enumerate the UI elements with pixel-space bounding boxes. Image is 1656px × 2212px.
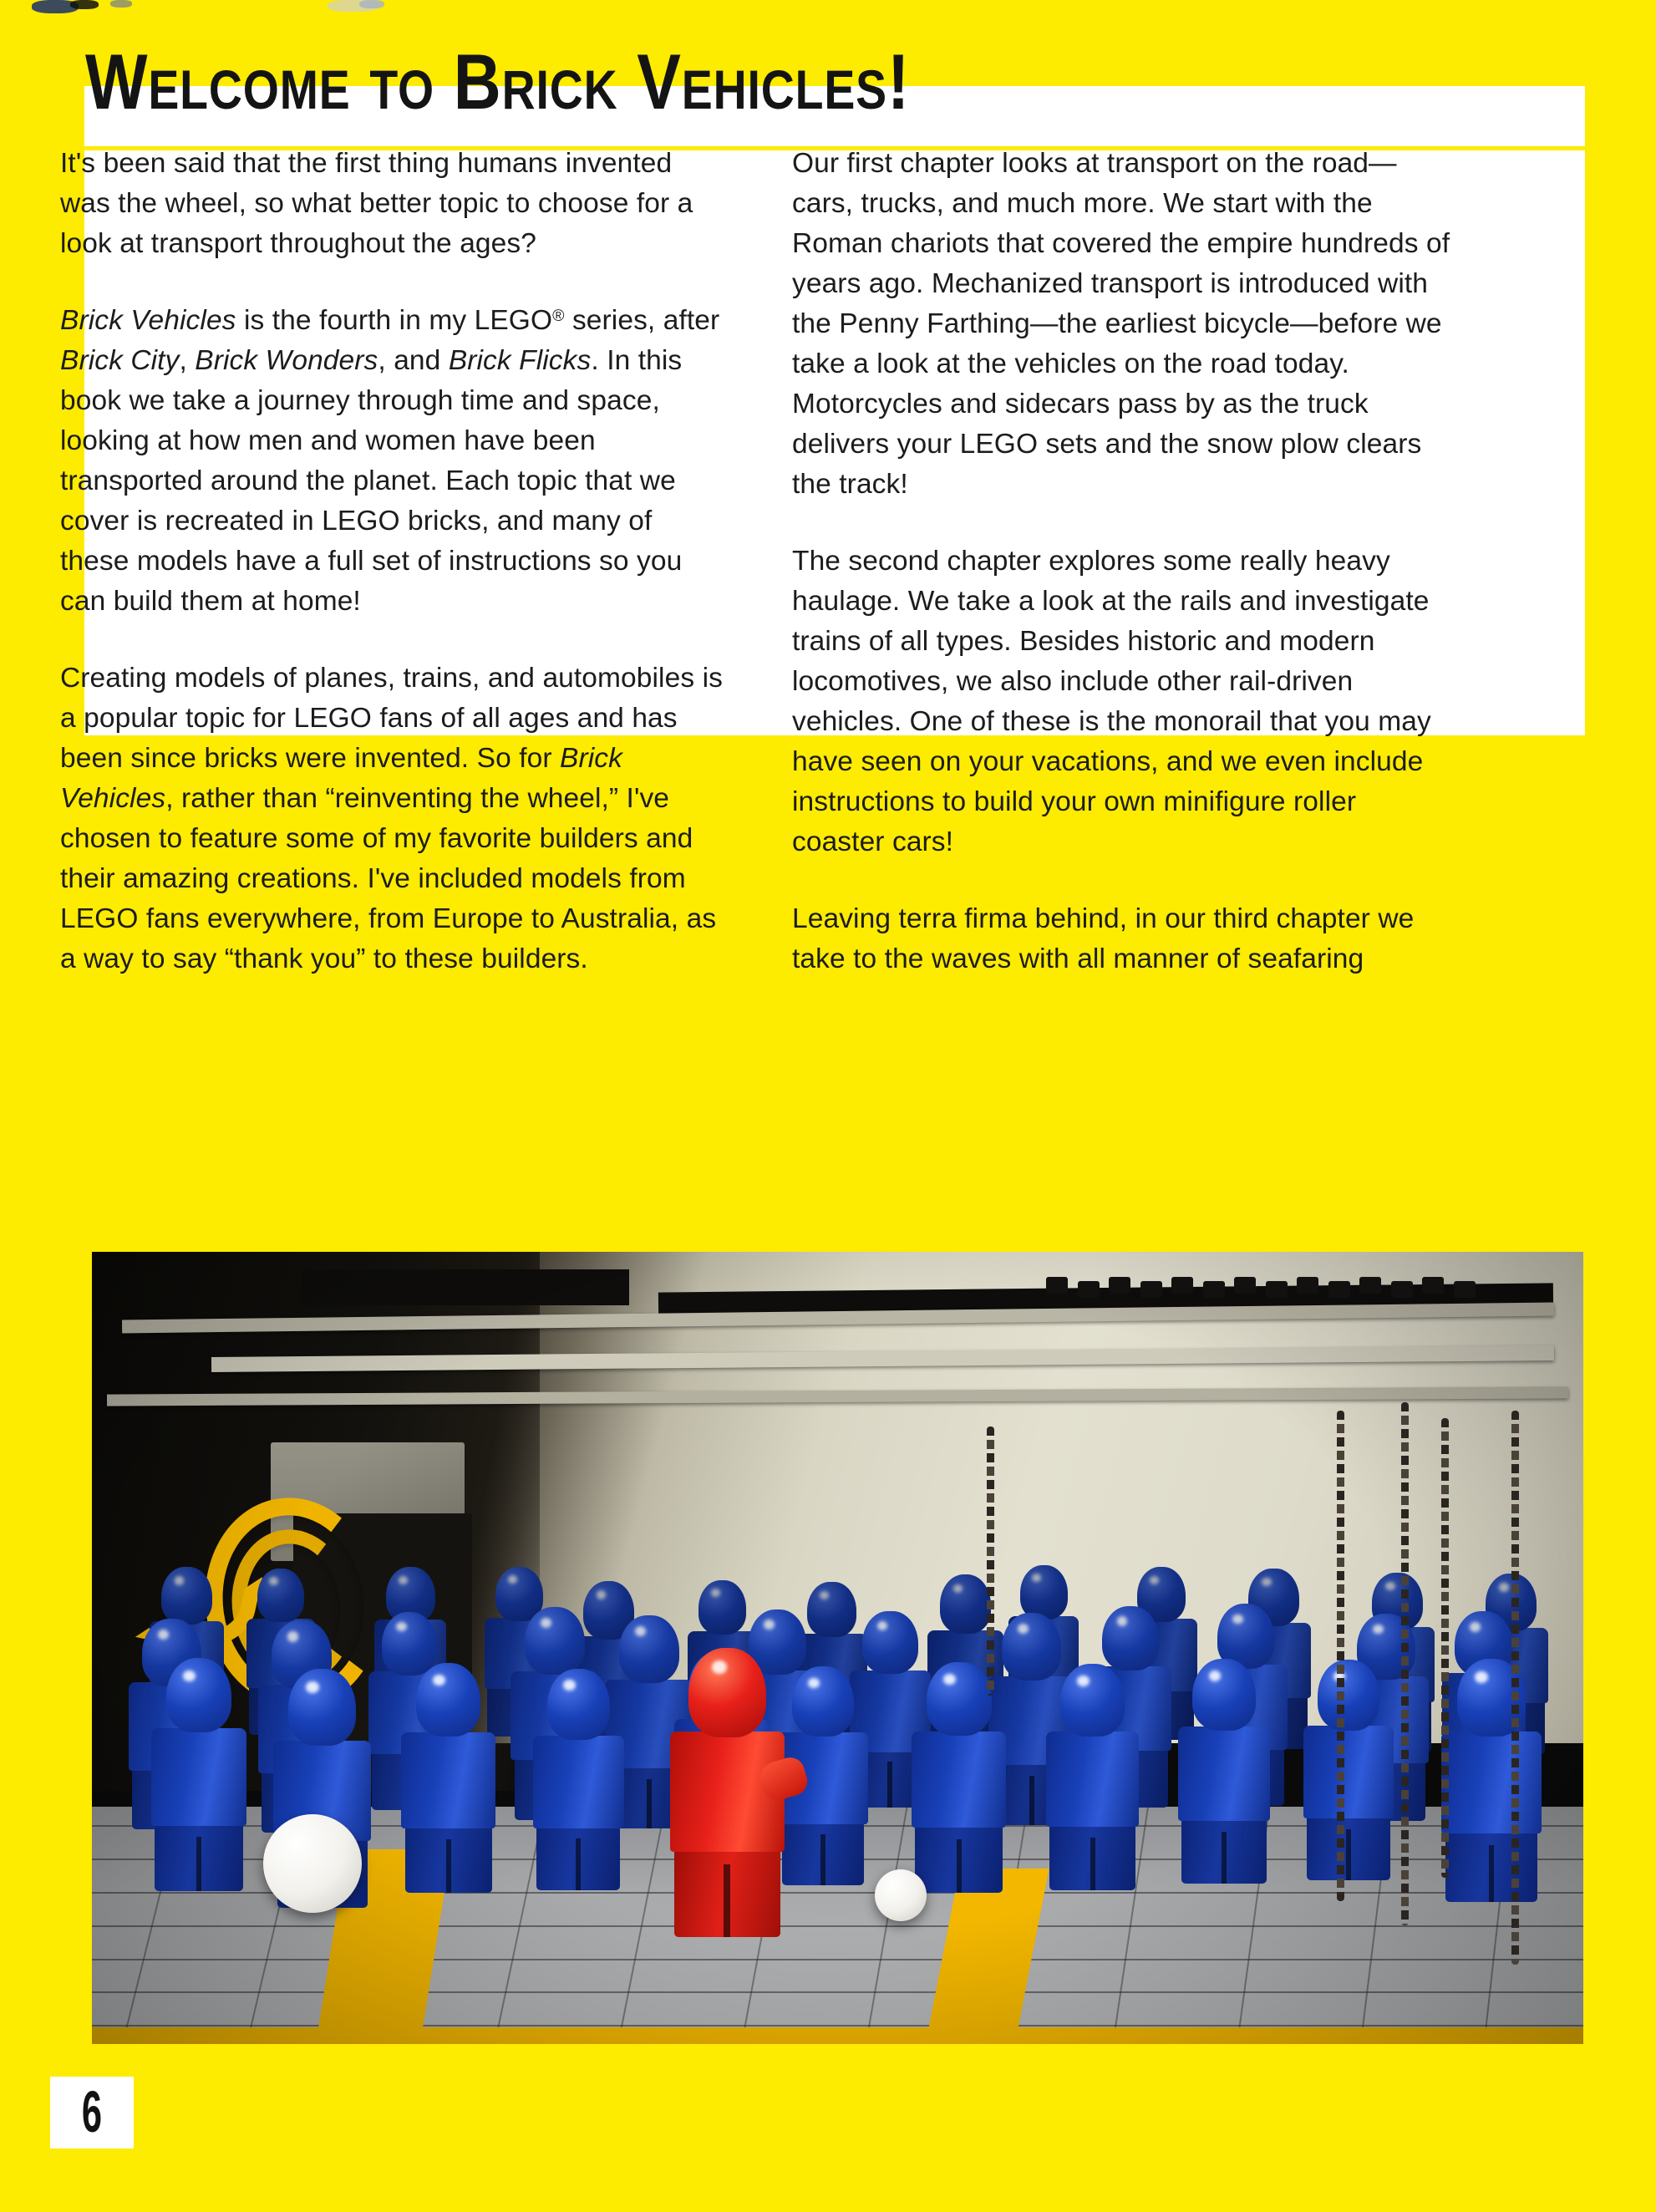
text-run: Creating models of planes, trains, and automobiles is a popular topic for LEGO fans of all ages and has been since bricks were invented. So for [60, 663, 723, 774]
head-highlight [175, 1576, 185, 1584]
scan-artifact [359, 0, 384, 8]
minifigure-head [927, 1662, 992, 1736]
head-highlight [399, 1576, 408, 1584]
minifigure-legs [1445, 1829, 1537, 1901]
minifigure-legs [782, 1820, 865, 1885]
hanging-chain [1401, 1402, 1409, 1925]
leg-gap [196, 1837, 201, 1890]
head-highlight [1232, 1615, 1243, 1625]
text-run: is the fourth in my LEGO [236, 305, 553, 336]
text-run: . In this book we take a journey through time and space, looking at how men and women have been transported around the planet. Each topic that we cover is recreated in LEGO bricks, and many of these models have a full set of instructions so you can build them at home! [60, 345, 683, 617]
head-highlight [396, 1622, 407, 1631]
floor-tile-line [92, 1925, 1583, 1927]
minifigure-head [1318, 1660, 1379, 1730]
minifigure-head [1102, 1606, 1159, 1670]
minifigure-head [1192, 1659, 1256, 1731]
head-highlight [764, 1620, 775, 1630]
minifigure-torso [533, 1736, 624, 1828]
minifigure-torso [151, 1728, 246, 1826]
leg-gap [576, 1838, 581, 1889]
floor-tile-line [92, 1991, 1583, 1993]
beam-stud [1171, 1277, 1193, 1294]
leg-gap [647, 1779, 652, 1828]
leg-gap [1222, 1832, 1227, 1884]
leg-gap [1090, 1838, 1095, 1890]
registered-mark: ® [552, 306, 565, 325]
minifigure-torso [1303, 1726, 1394, 1818]
minifigure [1436, 1659, 1547, 1910]
minifigure-legs [1049, 1823, 1135, 1891]
head-highlight [597, 1590, 607, 1599]
minifigure-head [1020, 1565, 1068, 1620]
minifigure [1173, 1659, 1276, 1891]
minifigure-head [688, 1648, 766, 1737]
floor-stripe [92, 2027, 1583, 2044]
head-highlight [158, 1630, 169, 1640]
head-highlight [1499, 1583, 1509, 1591]
photo-scene [92, 1252, 1583, 2044]
paragraph [792, 899, 1455, 979]
text-run: , and [378, 345, 449, 376]
hanging-chain [1511, 1411, 1519, 1965]
text-run: Leaving terra firma behind, in our third chapter we take to the waves with all manner of seafaring [792, 903, 1415, 974]
page-number-box [50, 2077, 134, 2148]
minifigure-head [288, 1669, 355, 1745]
text-column-left [60, 144, 724, 979]
head-highlight [1262, 1578, 1272, 1586]
leg-gap [957, 1839, 962, 1893]
paragraph [792, 144, 1455, 505]
beam-stud [1297, 1277, 1318, 1294]
beam-stud [1109, 1277, 1130, 1294]
italic-title: Brick Wonders [195, 345, 378, 376]
minifigure-head [257, 1569, 304, 1622]
minifigure [1041, 1664, 1145, 1899]
minifigure-legs [915, 1824, 1003, 1893]
minifigure-legs [1181, 1817, 1267, 1884]
text-columns [60, 144, 1455, 979]
scan-artifact [110, 0, 132, 8]
beam-stud [1078, 1281, 1100, 1298]
minifigure-head [416, 1663, 480, 1737]
red-minifigure [666, 1648, 788, 1950]
head-highlight [1470, 1622, 1481, 1632]
head-highlight [1032, 1574, 1041, 1582]
minifigure-legs [155, 1822, 242, 1891]
hanging-chain [1337, 1411, 1344, 1902]
head-highlight [953, 1584, 963, 1594]
text-column-right [792, 144, 1455, 979]
minifigure [528, 1669, 629, 1899]
leg-gap [887, 1762, 892, 1807]
minifigure-torso [912, 1731, 1007, 1828]
head-highlight [287, 1631, 299, 1641]
leg-gap [724, 1864, 730, 1938]
minifigure [1298, 1660, 1399, 1888]
paragraph [60, 659, 724, 979]
head-highlight [1117, 1616, 1128, 1626]
head-highlight [269, 1577, 278, 1585]
minifigure-torso [401, 1732, 495, 1828]
title-band [84, 38, 1585, 146]
head-highlight [563, 1680, 575, 1691]
head-highlight [820, 1591, 829, 1599]
minifigure-head [1060, 1664, 1124, 1737]
hanging-chain [1441, 1418, 1449, 1878]
beam-stud [1328, 1281, 1350, 1298]
text-run: , [179, 345, 196, 376]
minifigure [907, 1662, 1012, 1901]
head-highlight [1385, 1582, 1395, 1590]
beam-stud [1391, 1281, 1413, 1298]
floor-tile-line [92, 1959, 1583, 1960]
head-highlight [711, 1589, 720, 1597]
overhead-beam-dark [301, 1269, 629, 1305]
head-highlight [635, 1626, 647, 1636]
leg-gap [446, 1839, 451, 1893]
minifigure-legs [674, 1846, 780, 1938]
minifigure-torso [1178, 1726, 1271, 1821]
head-highlight [1475, 1671, 1488, 1683]
beam-stud [1234, 1277, 1256, 1294]
head-highlight [306, 1681, 318, 1693]
leg-gap [1489, 1845, 1494, 1901]
page-number: 6 [81, 2079, 103, 2144]
head-highlight [712, 1660, 728, 1674]
italic-title: Brick City [60, 345, 180, 376]
head-highlight [1018, 1624, 1029, 1634]
hanging-chain [987, 1426, 994, 1696]
beam-stud [1266, 1281, 1288, 1298]
head-highlight [1150, 1576, 1159, 1584]
text-run: Our first chapter looks at transport on the road—cars, trucks, and much more. We start with the Roman chariots that covered the empire hundreds of years ago. Mechanized transport is introduced with the Penny Farthing—the earliest bicycle—before we take a look at the vehicles on the road today. Motorcycles and sidecars pass by as the truck delivers your LEGO sets and the snow plow clears the track! [792, 148, 1450, 500]
head-highlight [433, 1675, 445, 1686]
lego-photograph [92, 1252, 1583, 2044]
italic-title: Brick Flicks [448, 345, 592, 376]
minifigure [396, 1663, 500, 1900]
minifigure [145, 1658, 251, 1899]
paragraph [60, 144, 724, 264]
minifigure-head [547, 1669, 610, 1740]
text-run: It's been said that the first thing humans invented was the wheel, so what better topic to choose for a look at transport throughout the ages? [60, 148, 693, 259]
minifigure-torso [1046, 1731, 1140, 1827]
white-sphere [263, 1814, 362, 1913]
leg-gap [820, 1834, 825, 1885]
head-highlight [943, 1674, 956, 1685]
beam-stud [1140, 1281, 1162, 1298]
paragraph [60, 301, 724, 622]
minifigure-head [166, 1658, 231, 1732]
minifigure-head [792, 1666, 854, 1737]
scan-artifact [70, 0, 99, 9]
beam-stud [1359, 1277, 1381, 1294]
beam-stud [1046, 1277, 1068, 1294]
head-highlight [808, 1678, 820, 1689]
paragraph [792, 542, 1455, 862]
head-highlight [1209, 1670, 1221, 1681]
page-title: Welcome to Brick Vehicles! [85, 38, 911, 125]
minifigure-torso [670, 1731, 785, 1852]
floor-tile-line [92, 2025, 1583, 2026]
head-highlight [1077, 1676, 1090, 1686]
minifigure-torso [1441, 1731, 1542, 1833]
head-highlight [183, 1670, 196, 1681]
leg-gap [1029, 1776, 1034, 1825]
head-highlight [1373, 1625, 1384, 1635]
leg-gap [1346, 1829, 1351, 1880]
beam-stud [1203, 1281, 1225, 1298]
head-highlight [541, 1618, 552, 1628]
minifigure-legs [1307, 1814, 1390, 1879]
minifigure-legs [536, 1824, 620, 1890]
text-run: , rather than “reinventing the wheel,” I've chosen to feature some of my favorite builders and their amazing creations. I've included models from LEGO fans everywhere, from Europe to Australia, as a way to say “thank you” to these builders. [60, 783, 717, 974]
minifigure-head [525, 1607, 585, 1675]
text-run: The second chapter explores some really heavy haulage. We take a look at the rails and investigate trains of all types. Besides historic and modern locomotives, we also include other rail-driven vehicles. One of these is the monorail that you may have seen on your vacations, and we even include instructions to build your own minifigure roller coaster cars! [792, 546, 1431, 857]
text-run: series, after [564, 305, 720, 336]
head-highlight [508, 1575, 517, 1584]
minifigure-legs [405, 1824, 492, 1893]
head-highlight [877, 1621, 888, 1630]
beam-stud [1422, 1277, 1444, 1294]
italic-title: Brick Vehicles [60, 743, 622, 814]
italic-title: Brick Vehicles [60, 305, 236, 336]
beam-stud [1454, 1281, 1476, 1298]
minifigure-head [161, 1567, 212, 1625]
